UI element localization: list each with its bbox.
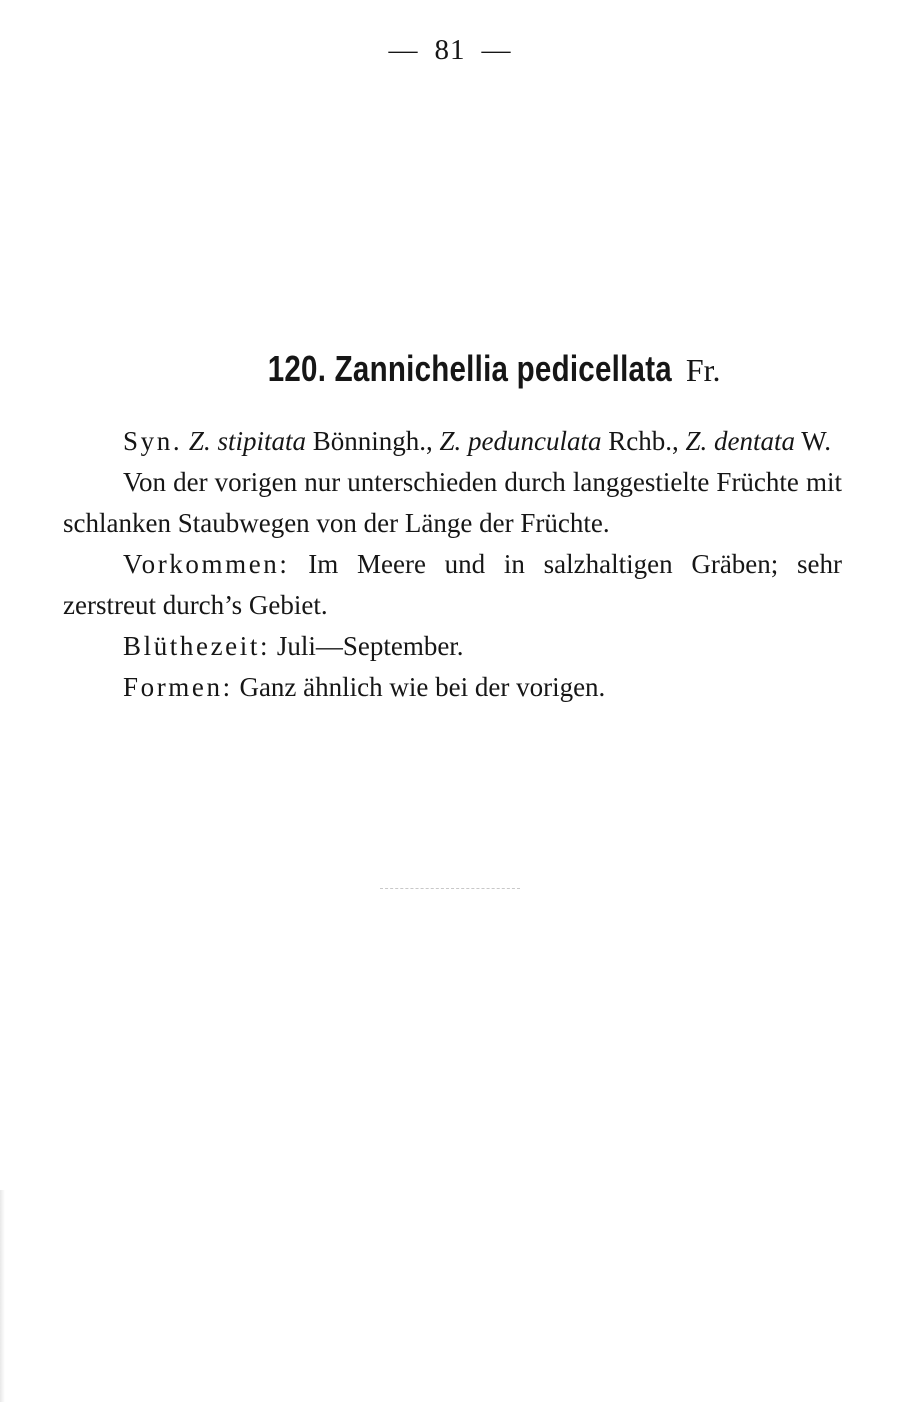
description-paragraph: Von der vorigen nur unterschieden durch langgestielte Früchte mit schlanken Staubwegen von der Länge der Früchte. — [63, 467, 842, 538]
page-number — [0, 34, 900, 67]
forms-text: Ganz ähnlich wie bei der vorigen. — [239, 672, 606, 702]
species-text — [63, 421, 842, 708]
forms-paragraph — [63, 667, 842, 708]
synonyms-label: Syn. — [123, 426, 183, 456]
synonym-1-author: Bönningh., — [312, 426, 433, 456]
page-number-dash-right: — — [481, 34, 512, 66]
page-number-dash-left: — — [388, 34, 419, 66]
section-separator — [380, 888, 520, 889]
synonym-3-name: Z. dentata — [685, 426, 795, 456]
occurrence-label: Vorkommen: — [123, 549, 290, 579]
occurrence-paragraph — [63, 544, 842, 626]
forms-label: Formen: — [123, 672, 233, 702]
flowering-label: Blüthezeit: — [123, 631, 271, 661]
species-heading — [0, 348, 900, 390]
synonym-2-name: Z. pedunculata — [439, 426, 602, 456]
synonym-2-author: Rchb., — [608, 426, 679, 456]
synonym-1-name: Z. stipitata — [188, 426, 306, 456]
synonym-3-author: W. — [801, 426, 832, 456]
species-name: Zannichellia pedicellata — [335, 348, 673, 389]
species-author: Fr. — [685, 352, 721, 388]
page-number-value: 81 — [434, 34, 466, 66]
page-edge-shadow — [0, 1190, 5, 1402]
species-number: 120. — [268, 348, 327, 389]
occurrence-text: Im Meere und in salzhaltigen Gräben; sehr zerstreut durch’s Gebiet. — [63, 549, 843, 620]
synonyms-paragraph — [63, 421, 842, 462]
species-title — [268, 348, 672, 390]
flowering-paragraph — [63, 626, 842, 667]
flowering-text: Juli—September. — [276, 631, 464, 661]
